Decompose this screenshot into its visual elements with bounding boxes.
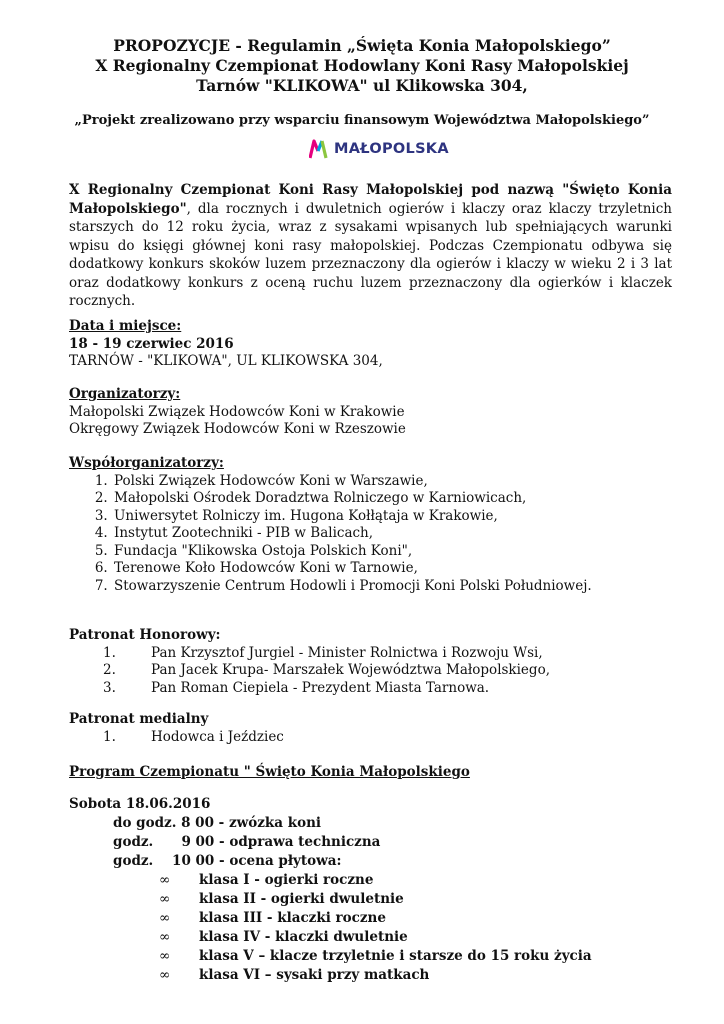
list-item: 1. Polski Związek Hodowców Koni w Warszawie, (112, 473, 592, 491)
class-label: klasa V – klacze trzyletnie i starsze do 15 roku życia (199, 948, 592, 964)
date-place-section (69, 318, 383, 371)
item-text: Hodowca i Jeździec (151, 728, 284, 745)
schedule-day (69, 795, 689, 814)
time-text: godz. 9 00 - odprawa techniczna (113, 834, 381, 850)
event-date: 18 - 19 czerwiec 2016 (69, 335, 234, 352)
item-text: Pan Krzysztof Jurgiel - Minister Rolnictwa i Rozwoju Wsi, (151, 644, 543, 661)
list-item (69, 645, 550, 663)
malopolska-logo (309, 136, 449, 162)
malopolska-logo-icon (309, 139, 331, 159)
infinity-bullet-icon: ∞ (159, 929, 171, 945)
class-label: klasa III - klaczki roczne (199, 910, 386, 926)
schedule-time (69, 833, 689, 852)
list-item: 2. Małopolski Ośrodek Doradztwa Rolniczego w Karniowicach, (112, 490, 592, 508)
class-label: klasa IV - klaczki dwuletnie (199, 929, 408, 945)
item-number: 1. (103, 728, 116, 745)
organizers-heading: Organizatorzy: (69, 386, 181, 402)
class-label: klasa II - ogierki dwuletnie (199, 891, 404, 907)
list-item: 5. Fundacja "Klikowska Ostoja Polskich Koni", (112, 543, 592, 561)
title-line-2: X Regionalny Czempionat Hodowlany Koni Rasy Małopolskiej (95, 56, 629, 75)
class-row (69, 871, 689, 890)
infinity-bullet-icon: ∞ (159, 872, 171, 888)
list-item: 7. Stowarzyszenie Centrum Hodowli i Promocji Koni Polski Południowej. (112, 578, 592, 596)
time-text: do godz. 8 00 - zwózka koni (113, 815, 322, 831)
funding-note: „Projekt zrealizowano przy wsparciu finansowym Województwa Małopolskiego” (74, 113, 650, 128)
intro-text: , dla rocznych i dwuletnich ogierów i klaczy oraz klaczy trzyletnich starszych do 12 roku życia, wraz z sysakami wpisanych lub spełniających warunki wpisu do księgi głównej koni rasy małopolskiej. Podczas Czempionatu odbywa się dodatkowy konkurs skoków luzem przeznaczony dla ogierów i klaczy w wieku 2 i 3 lat oraz dodatkowy konkurs z oceną ruchu luzem przeznaczony dla ogierków i klaczek rocznych. (69, 200, 672, 309)
honorary-heading: Patronat Honorowy: (69, 627, 221, 643)
item-number: 1. (103, 644, 116, 661)
coorganizers-section (69, 455, 592, 595)
list-item: 3. Uniwersytet Rolniczy im. Hugona Kołłątaja w Krakowie, (112, 508, 592, 526)
title-line-3: Tarnów "KLIKOWA" ul Klikowska 304, (196, 76, 528, 95)
organizer-item: Małopolski Związek Hodowców Koni w Krakowie (69, 403, 405, 420)
intro-paragraph (69, 181, 672, 311)
item-text: Pan Roman Ciepiela - Prezydent Miasta Tarnowa. (151, 679, 490, 696)
list-item: 6. Terenowe Koło Hodowców Koni w Tarnowie, (112, 560, 592, 578)
infinity-bullet-icon: ∞ (159, 967, 171, 983)
item-number: 2. (103, 662, 116, 678)
title-line-1: PROPOZYCJE - Regulamin „Święta Konia Małopolskiego” (113, 36, 611, 55)
class-label: klasa VI – sysaki przy matkach (199, 967, 430, 983)
honorary-patronage-section (69, 627, 550, 697)
class-row (69, 947, 689, 966)
infinity-bullet-icon: ∞ (159, 948, 171, 964)
date-place-heading: Data i miejsce: (69, 318, 182, 334)
item-text: Pan Jacek Krupa- Marszałek Województwa Małopolskiego, (151, 662, 550, 678)
schedule (69, 795, 689, 985)
organizers-section (69, 386, 406, 439)
list-item (69, 662, 550, 680)
class-row (69, 966, 689, 985)
list-item (69, 729, 284, 747)
event-place: TARNÓW - "KLIKOWA", UL KLIKOWSKA 304, (69, 353, 383, 369)
media-heading: Patronat medialny (69, 711, 209, 727)
media-patronage-section (69, 711, 284, 746)
program-heading: Program Czempionatu " Święto Konia Małopolskiego (69, 764, 470, 780)
infinity-bullet-icon: ∞ (159, 910, 171, 926)
item-number: 3. (103, 679, 116, 696)
infinity-bullet-icon: ∞ (159, 891, 171, 907)
class-label: klasa I - ogierki roczne (199, 872, 374, 888)
class-row (69, 928, 689, 947)
time-text: godz. 10 00 - ocena płytowa: (113, 853, 342, 869)
list-item (69, 680, 550, 698)
intro-bold: X Regionalny Czempionat Koni Rasy Małopolskiej pod nazwą "Święto Konia Małopolskiego" (69, 182, 672, 217)
program-heading-block (69, 764, 470, 782)
organizer-item: Okręgowy Związek Hodowców Koni w Rzeszowie (69, 421, 406, 437)
coorganizers-heading: Współorganizatorzy: (69, 455, 224, 471)
day-label: Sobota 18.06.2016 (69, 796, 211, 812)
class-row (69, 909, 689, 928)
logo-text: MAŁOPOLSKA (334, 141, 449, 157)
schedule-time (69, 814, 689, 833)
list-item: 4. Instytut Zootechniki - PIB w Balicach, (112, 525, 592, 543)
class-row (69, 890, 689, 909)
schedule-time (69, 852, 689, 871)
coorganizers-list (69, 473, 592, 596)
